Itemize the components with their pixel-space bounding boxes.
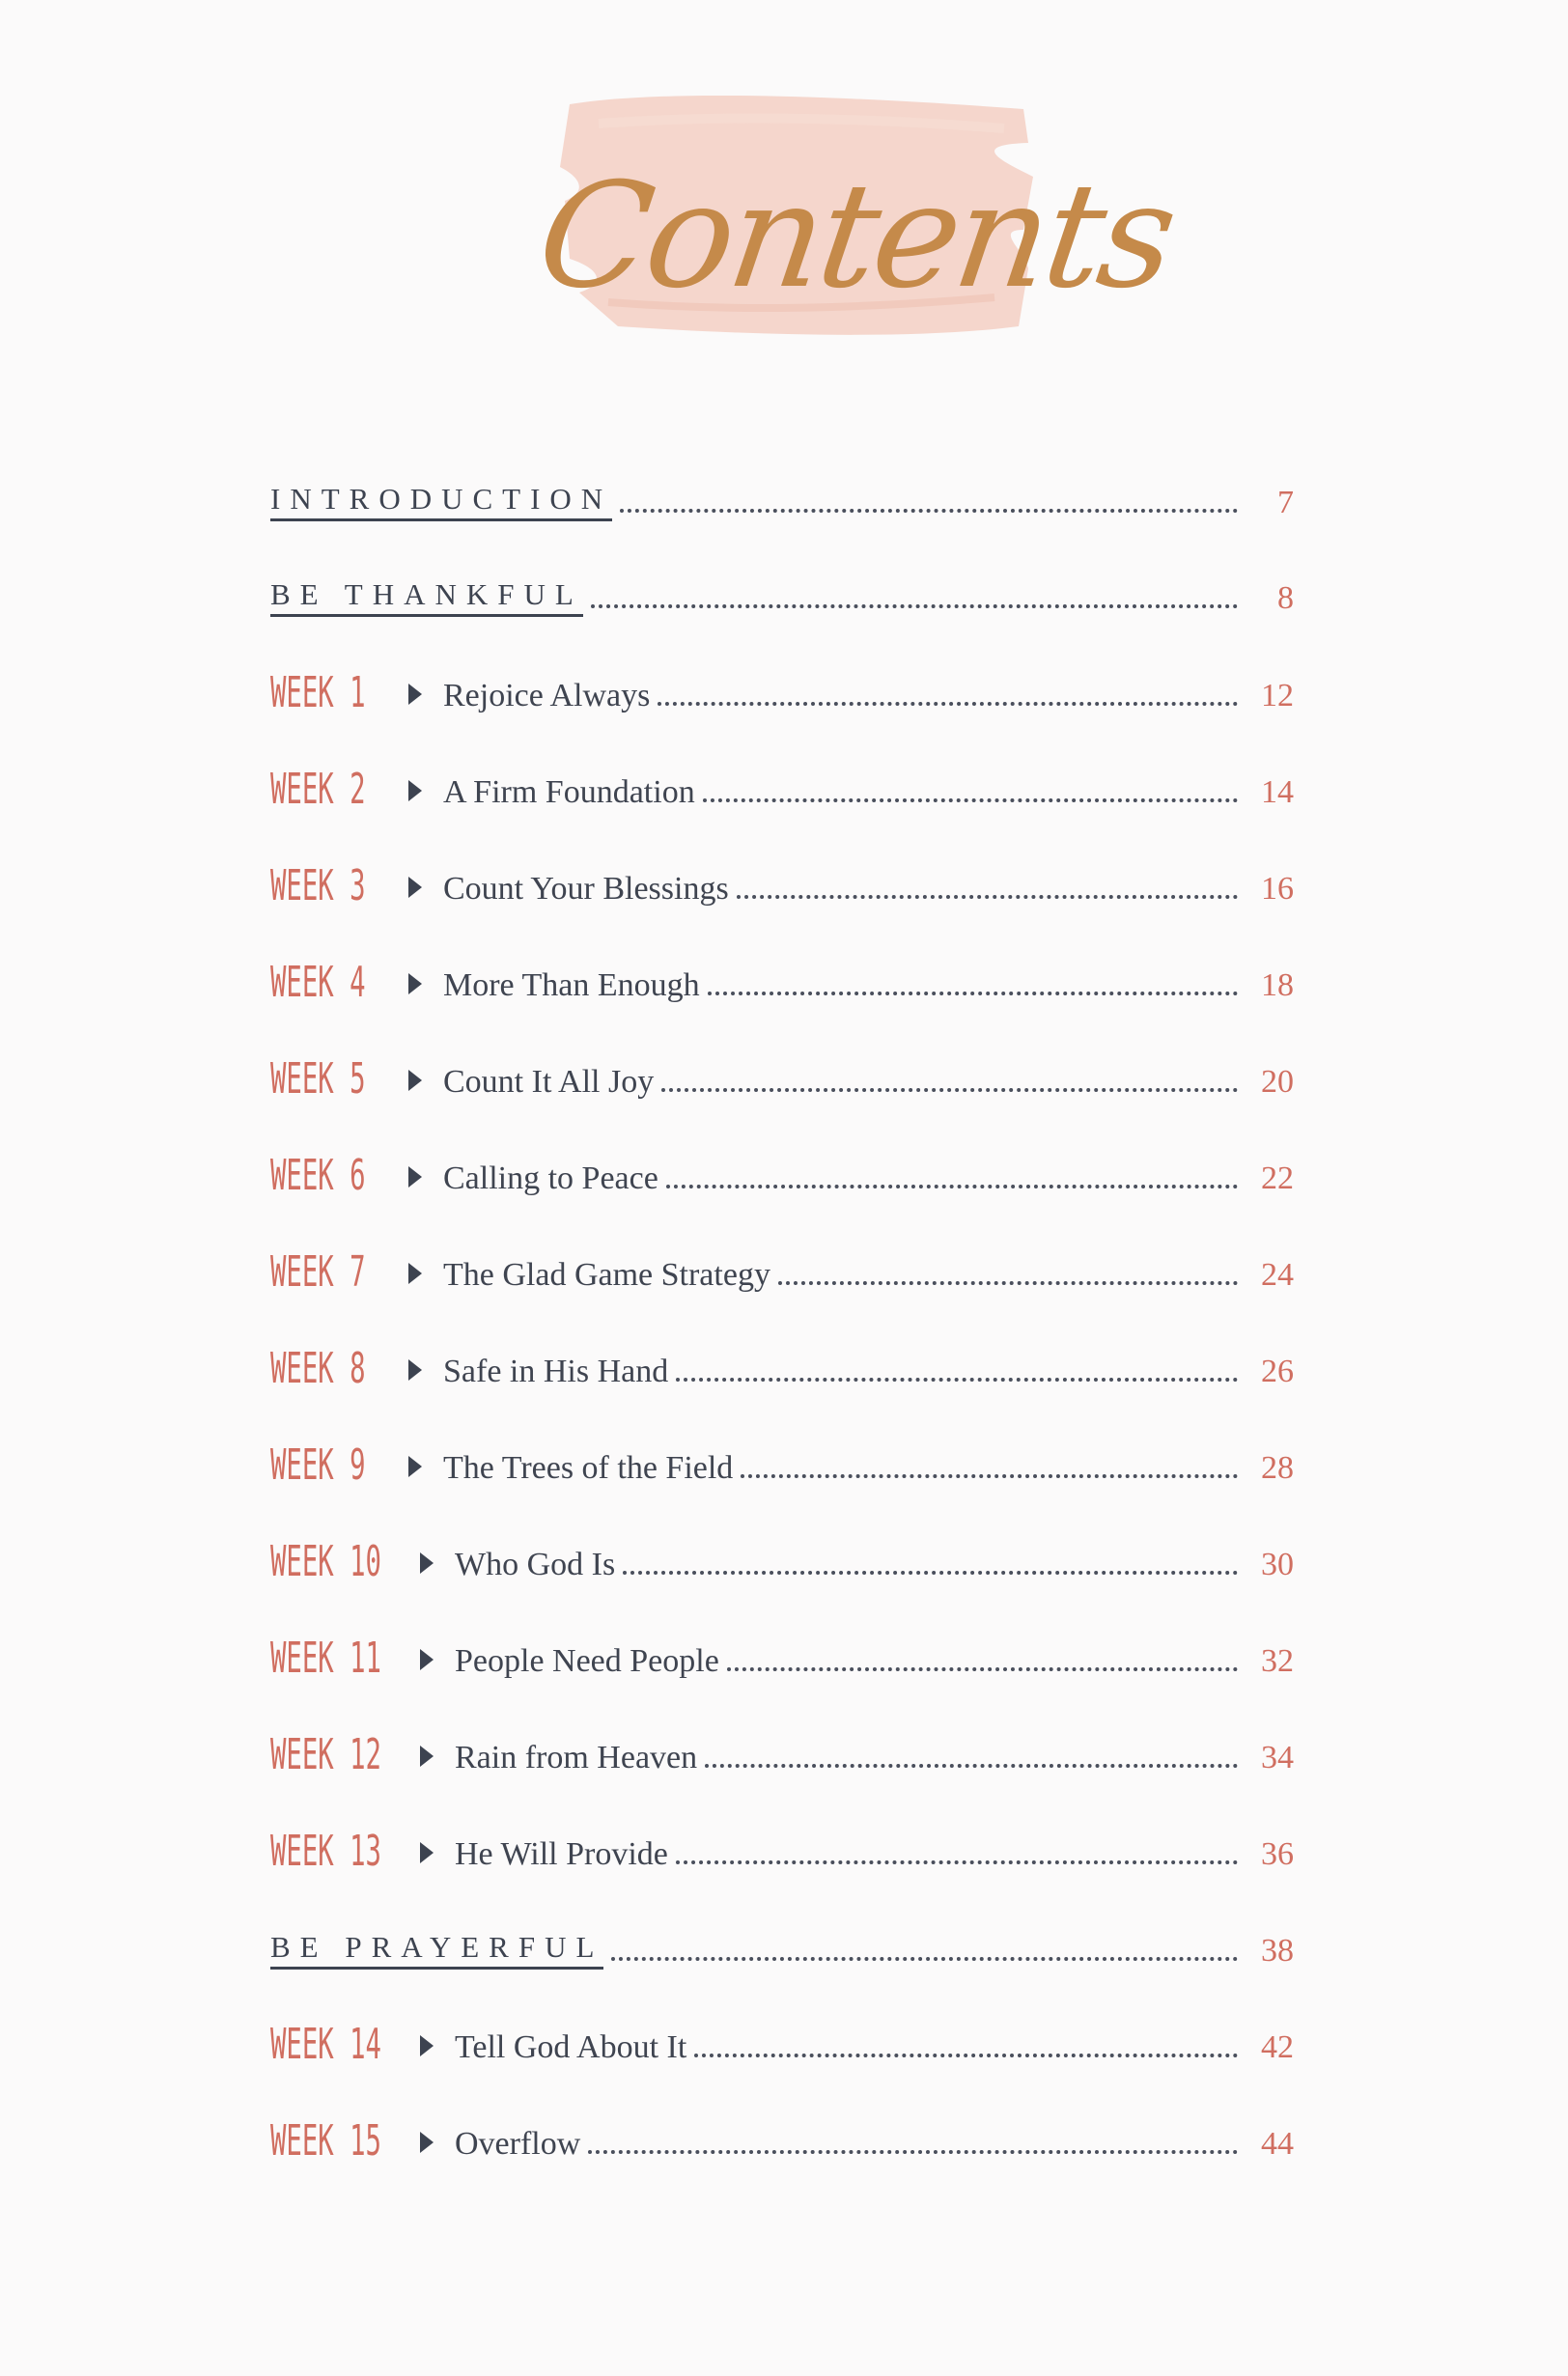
- triangle-bullet-icon: [420, 1552, 434, 1574]
- triangle-bullet-icon: [420, 1746, 434, 1767]
- toc-section-row: [270, 1902, 1294, 1970]
- entry-title: Count It All Joy: [443, 1064, 655, 1100]
- section-label: INTRODUCTION: [270, 482, 612, 521]
- dot-leader: [737, 895, 1238, 899]
- dot-leader: [705, 1764, 1238, 1768]
- toc-week-row: [270, 1709, 1294, 1779]
- dot-leader: [658, 702, 1238, 706]
- toc-week-row: [270, 1516, 1294, 1586]
- dot-leader: [661, 1088, 1238, 1092]
- page-number: 36: [1261, 1836, 1294, 1872]
- week-label: WEEK 9: [270, 1440, 366, 1490]
- triangle-bullet-icon: [408, 1166, 422, 1188]
- dot-leader: [620, 509, 1238, 513]
- entry-title: Safe in His Hand: [443, 1354, 669, 1389]
- toc-section-row: [270, 549, 1294, 617]
- toc-week-row: [270, 840, 1294, 908]
- toc-week-row: [270, 1805, 1294, 1876]
- page-number: 22: [1261, 1160, 1294, 1196]
- page-title: Contents: [528, 153, 1183, 321]
- dot-leader: [694, 2054, 1238, 2057]
- triangle-bullet-icon: [420, 1649, 434, 1670]
- page-number: 7: [1277, 485, 1294, 520]
- page-number: 28: [1261, 1450, 1294, 1486]
- entry-title: Rejoice Always: [443, 678, 651, 713]
- page-number: 20: [1261, 1064, 1294, 1100]
- triangle-bullet-icon: [420, 1842, 434, 1863]
- toc-week-row: [270, 1226, 1294, 1297]
- dot-leader: [666, 1185, 1238, 1188]
- toc-week-row: [270, 647, 1294, 717]
- page-number: 14: [1261, 774, 1294, 810]
- page-number: 18: [1261, 967, 1294, 1003]
- triangle-bullet-icon: [420, 2035, 434, 2056]
- triangle-bullet-icon: [408, 1263, 422, 1284]
- dot-leader: [676, 1378, 1238, 1382]
- page-number: 8: [1277, 580, 1294, 616]
- toc-week-row: [270, 1130, 1294, 1200]
- entry-title: People Need People: [455, 1643, 719, 1679]
- page-number: 34: [1261, 1740, 1294, 1775]
- entry-title: Overflow: [455, 2126, 581, 2162]
- toc-week-row: [270, 1999, 1294, 2069]
- toc-week-row: [270, 2095, 1294, 2166]
- page-number: 42: [1261, 2029, 1294, 2065]
- entry-title: The Glad Game Strategy: [443, 1257, 770, 1293]
- page-number: 32: [1261, 1643, 1294, 1679]
- week-label: WEEK 5: [270, 1054, 366, 1104]
- dot-leader: [588, 2150, 1238, 2154]
- toc-week-row: [270, 936, 1294, 1007]
- entry-title: Rain from Heaven: [455, 1740, 698, 1775]
- toc-week-row: [270, 743, 1294, 814]
- dot-leader: [623, 1571, 1238, 1575]
- dot-leader: [591, 604, 1238, 608]
- entry-title: Who God Is: [455, 1547, 616, 1582]
- entry-title: Calling to Peace: [443, 1160, 658, 1196]
- triangle-bullet-icon: [408, 684, 422, 705]
- section-label: BE PRAYERFUL: [270, 1930, 603, 1970]
- week-label: WEEK 3: [270, 861, 366, 910]
- triangle-bullet-icon: [408, 1070, 422, 1091]
- page-number: 44: [1261, 2126, 1294, 2162]
- dot-leader: [708, 992, 1238, 995]
- week-label: WEEK 7: [270, 1247, 366, 1297]
- page-number: 16: [1261, 871, 1294, 907]
- week-label: WEEK 1: [270, 668, 366, 717]
- week-label: WEEK 14: [270, 2020, 381, 2069]
- dot-leader: [703, 798, 1238, 802]
- toc-section-row: [270, 454, 1294, 521]
- dot-leader: [727, 1667, 1238, 1671]
- toc-week-row: [270, 1419, 1294, 1490]
- toc-week-row: [270, 1033, 1294, 1104]
- week-label: WEEK 11: [270, 1634, 381, 1683]
- title-area: [528, 85, 1183, 404]
- week-label: WEEK 10: [270, 1537, 381, 1586]
- entry-title: A Firm Foundation: [443, 774, 695, 810]
- entry-title: More Than Enough: [443, 967, 700, 1003]
- entry-title: Count Your Blessings: [443, 871, 729, 907]
- entry-title: Tell God About It: [455, 2029, 687, 2065]
- page-number: 30: [1261, 1547, 1294, 1582]
- week-label: WEEK 2: [270, 765, 366, 814]
- section-label: BE THANKFUL: [270, 577, 583, 617]
- page-number: 26: [1261, 1354, 1294, 1389]
- week-label: WEEK 8: [270, 1344, 366, 1393]
- week-label: WEEK 15: [270, 2116, 381, 2166]
- triangle-bullet-icon: [408, 1456, 422, 1477]
- entry-title: He Will Provide: [455, 1836, 668, 1872]
- week-label: WEEK 12: [270, 1730, 381, 1779]
- toc-week-row: [270, 1323, 1294, 1393]
- dot-leader: [741, 1474, 1238, 1478]
- triangle-bullet-icon: [408, 973, 422, 994]
- page-number: 24: [1261, 1257, 1294, 1293]
- toc-week-row: [270, 1612, 1294, 1683]
- triangle-bullet-icon: [408, 780, 422, 801]
- page-number: 12: [1261, 678, 1294, 713]
- week-label: WEEK 4: [270, 958, 366, 1007]
- week-label: WEEK 13: [270, 1827, 381, 1876]
- dot-leader: [778, 1281, 1238, 1285]
- triangle-bullet-icon: [420, 2132, 434, 2153]
- page-number: 38: [1261, 1933, 1294, 1969]
- week-label: WEEK 6: [270, 1151, 366, 1200]
- triangle-bullet-icon: [408, 877, 422, 898]
- dot-leader: [611, 1957, 1238, 1961]
- entry-title: The Trees of the Field: [443, 1450, 734, 1486]
- triangle-bullet-icon: [408, 1359, 422, 1381]
- dot-leader: [676, 1860, 1238, 1864]
